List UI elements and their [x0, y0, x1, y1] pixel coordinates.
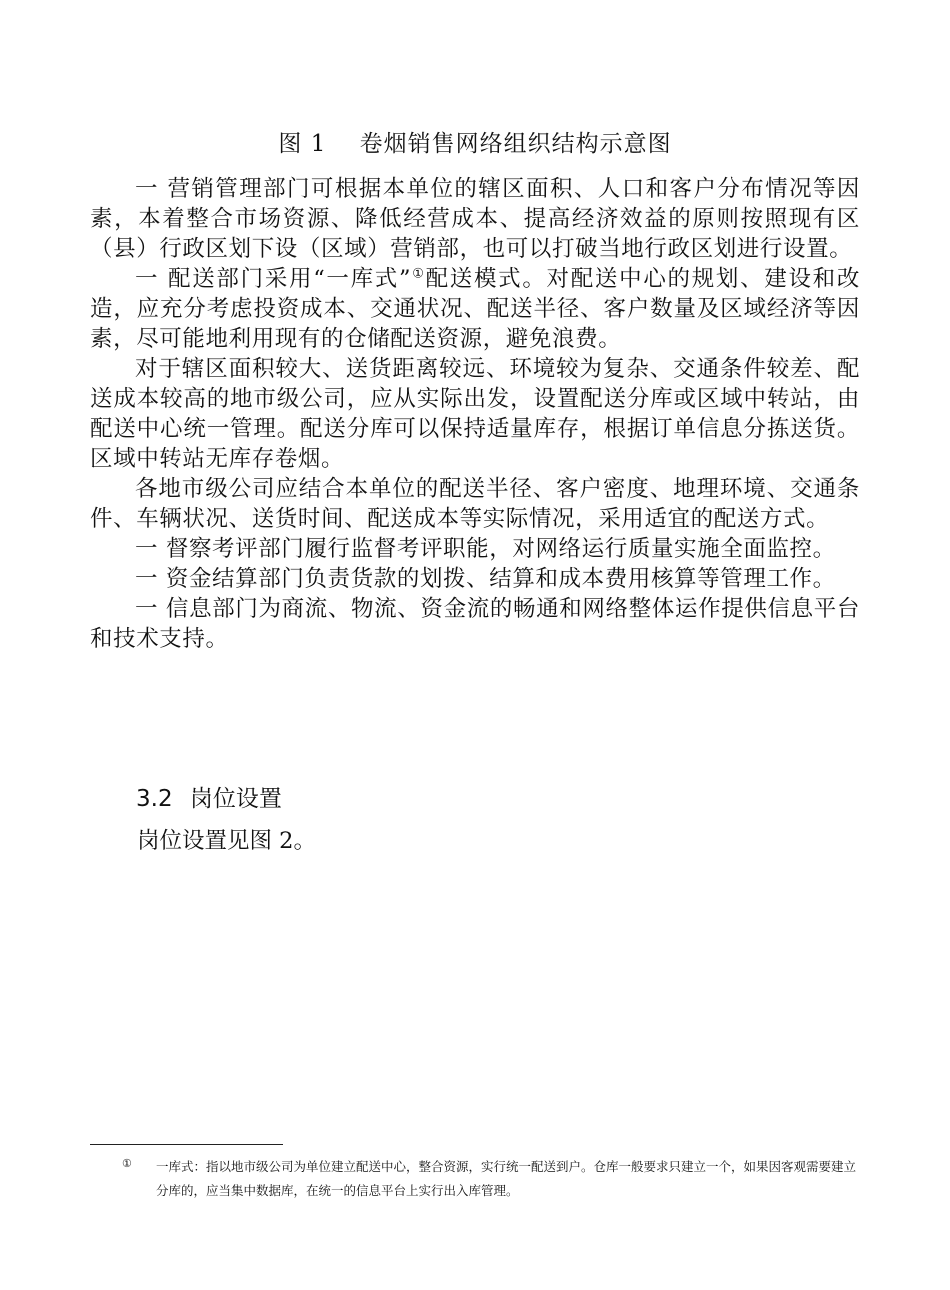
figure-label: 图 1 [278, 131, 327, 157]
paragraph-large-region: 对于辖区面积较大、送货距离较远、环境较为复杂、交通条件较差、配送成本较高的地市级公司，应从实际出发，设置配送分库或区域中转站，由配送中心统一管理。配送分库可以保持适量库存，根据订单信息分拣送货。区域中转站无库存卷烟。 [90, 356, 860, 472]
figure-caption [0, 128, 950, 160]
paragraph-city-companies: 各地市级公司应结合本单位的配送半径、客户密度、地理环境、交通条件、车辆状况、送货时间、配送成本等实际情况，采用适宜的配送方式。 [90, 476, 860, 532]
footnote-text: 一库式：指以地市级公司为单位建立配送中心，整合资源，实行统一配送到户。仓库一般要求只建立一个，如果因客观需要建立分库的，应当集中数据库，在统一的信息平台上实行出入库管理。 [156, 1159, 857, 1198]
section-title: 岗位设置 [189, 786, 282, 812]
paragraph-distribution-start: 一 配送部门采用“一库式” [135, 266, 412, 292]
paragraph-distribution-end: 配送模式。对配送中心的规划、建设和改造，应充分考虑投资成本、交通状况、配送半径、客户数量及区域经济等因素，尽可能地利用现有的仓储配送资源，避免浪费。 [90, 266, 860, 352]
section-number: 3.2 [136, 786, 173, 812]
footnote-divider [90, 1144, 283, 1145]
paragraph-supervision: 一 督察考评部门履行监督考评职能，对网络运行质量实施全面监控。 [135, 536, 836, 562]
section-heading [136, 783, 282, 815]
paragraph-marketing: 一 营销管理部门可根据本单位的辖区面积、人口和客户分布情况等因素，本着整合市场资源、降低经营成本、提高经济效益的原则按照现有区（县）行政区划下设（区域）营销部，也可以打破当地行政区划进行设置。 [90, 176, 860, 262]
paragraph-information: 一 信息部门为商流、物流、资金流的畅通和网络整体运作提供信息平台和技术支持。 [90, 596, 860, 652]
figure-reference-text: 岗位设置见图 2。 [137, 828, 316, 854]
footnote-reference[interactable]: ① [411, 266, 426, 282]
footnote [156, 1155, 860, 1203]
paragraph-settlement: 一 资金结算部门负责货款的划拨、结算和成本费用核算等管理工作。 [135, 566, 836, 592]
footnote-mark: ① [122, 1157, 132, 1170]
body-text [90, 174, 860, 654]
paragraph-distribution [90, 264, 860, 354]
figure-title: 卷烟销售网络组织结构示意图 [359, 131, 672, 157]
